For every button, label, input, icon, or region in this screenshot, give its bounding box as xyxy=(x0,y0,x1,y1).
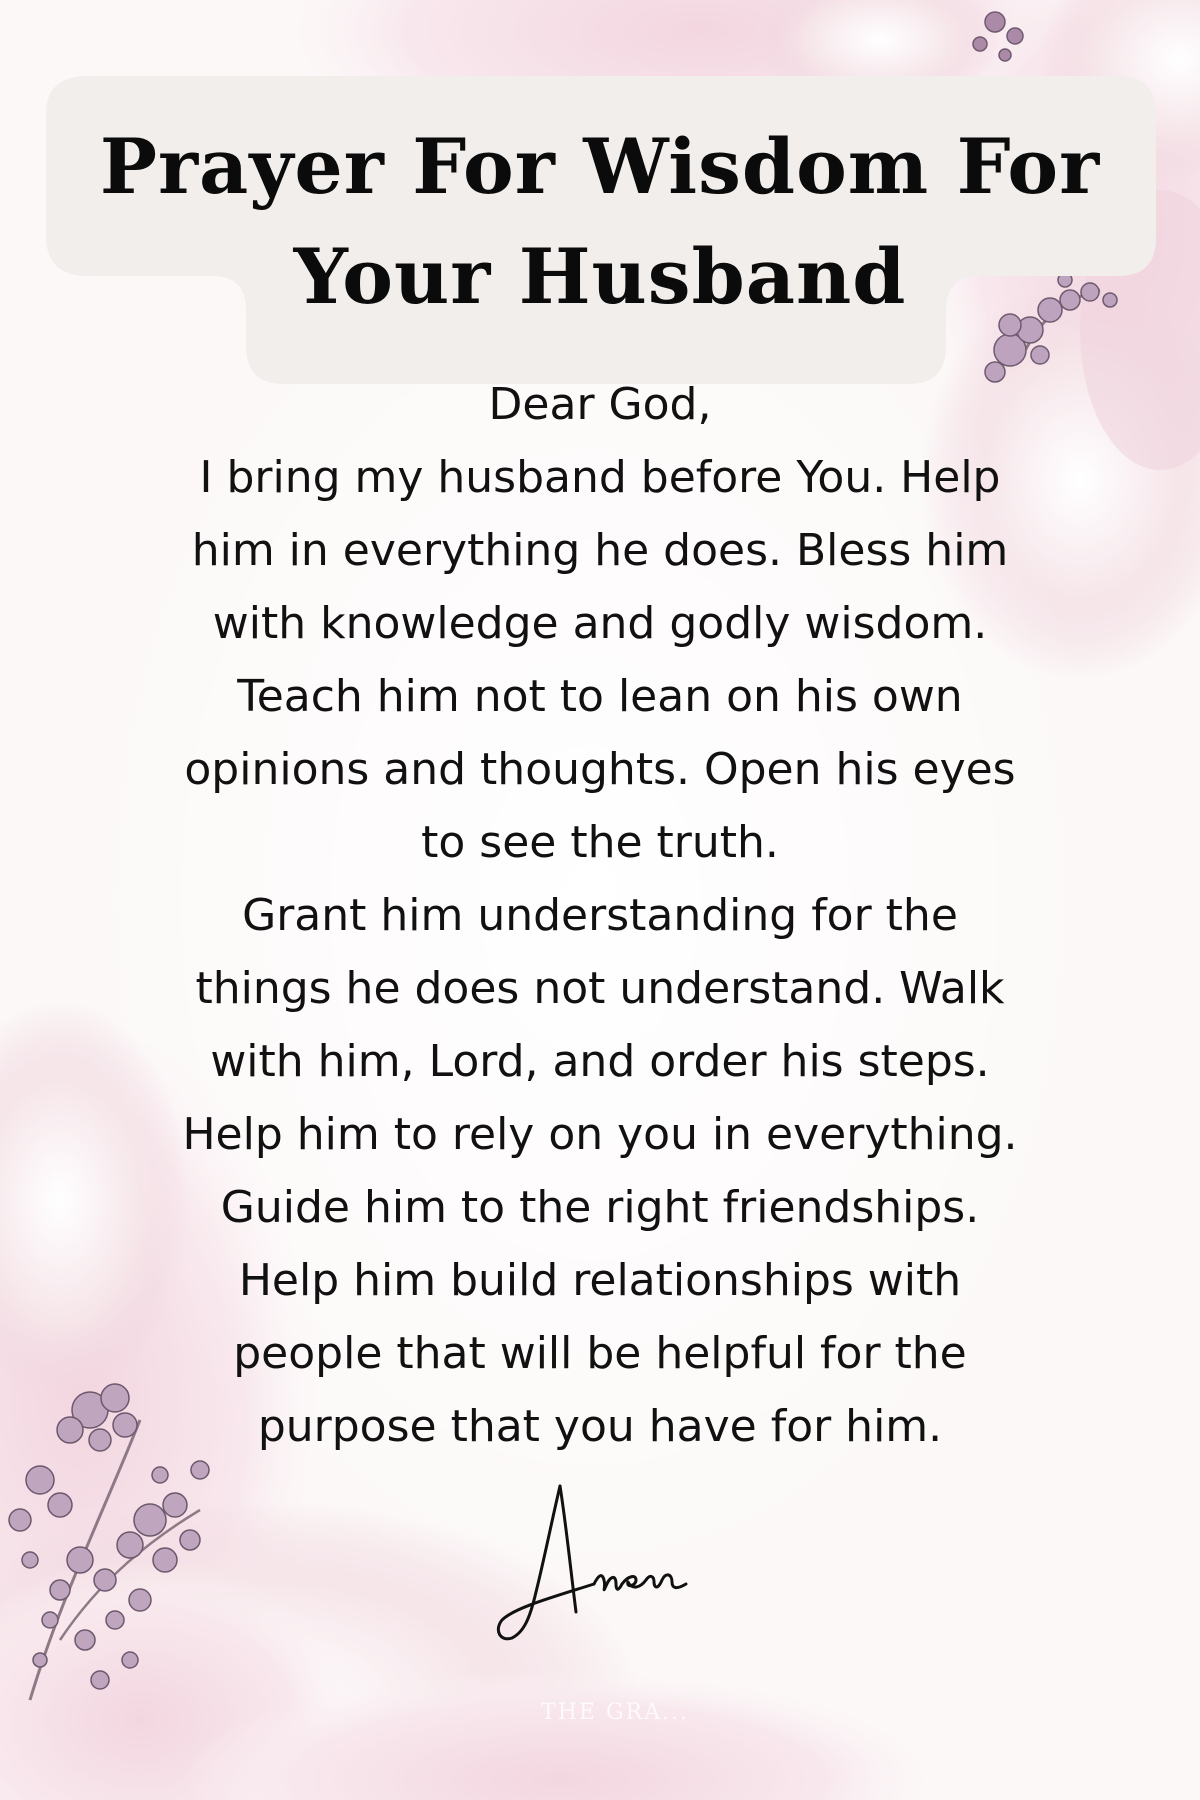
prayer-text xyxy=(100,368,1100,1463)
prayer-line: people that will be helpful for the xyxy=(233,1328,967,1379)
prayer-line: things he does not understand. Walk xyxy=(195,963,1005,1014)
prayer-line: him in everything he does. Bless him xyxy=(191,525,1009,576)
prayer-line: I bring my husband before You. Help xyxy=(199,452,1001,503)
title-line-2: Your Husband xyxy=(293,232,907,321)
watermark-text: THE GRA... xyxy=(541,1700,689,1725)
prayer-line: Grant him understanding for the xyxy=(242,890,958,941)
title-line-1: Prayer For Wisdom For xyxy=(99,122,1101,211)
prayer-line: Teach him not to lean on his own xyxy=(237,671,963,722)
prayer-line: opinions and thoughts. Open his eyes xyxy=(184,744,1016,795)
prayer-line: Help him build relationships with xyxy=(238,1255,962,1306)
prayer-line: with him, Lord, and order his steps. xyxy=(210,1036,990,1087)
prayer-line: to see the truth. xyxy=(421,817,779,868)
prayer-line: Help him to rely on you in everything. xyxy=(182,1109,1018,1160)
page-title xyxy=(46,112,1154,332)
prayer-line: with knowledge and godly wisdom. xyxy=(212,598,988,649)
prayer-line: Dear God, xyxy=(488,379,712,430)
prayer-line: purpose that you have for him. xyxy=(257,1401,943,1452)
prayer-line: Guide him to the right friendships. xyxy=(220,1182,980,1233)
amen-signature xyxy=(490,1480,720,1650)
